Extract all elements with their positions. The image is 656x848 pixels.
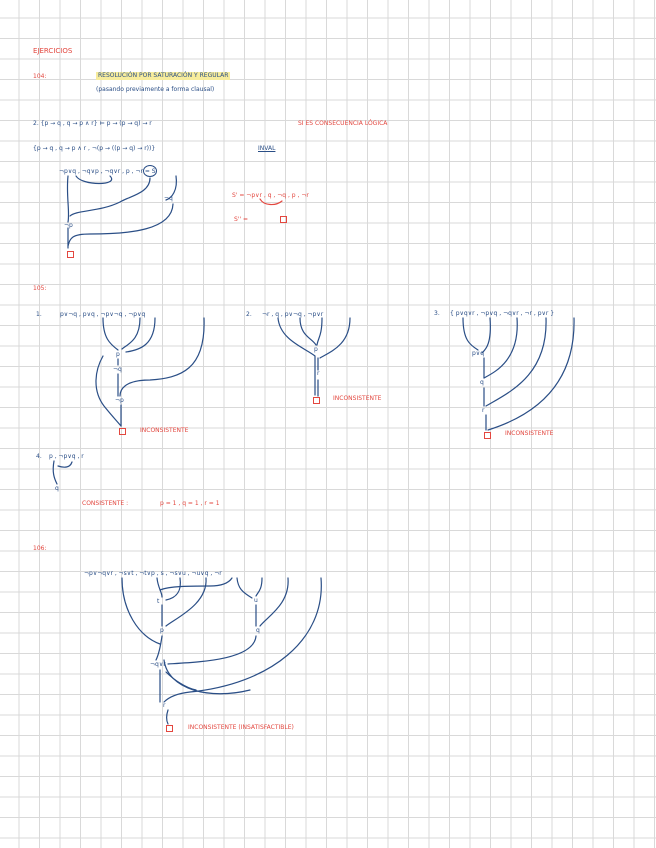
- tree-node: p: [314, 346, 318, 353]
- exercise-104-set: ¬p∨q , ¬q∨p , ¬q∨r , p , ¬r = S: [59, 168, 156, 175]
- resolvent-not-p: ¬p: [64, 222, 73, 229]
- exercise-104-s-prime: S' = ¬p∨r , q , ¬q , p , ¬r: [232, 192, 309, 199]
- exercise-105-2-clauses: ¬r , q , p∨¬q , ¬p∨r: [262, 311, 324, 318]
- tree-node: q: [55, 485, 59, 492]
- page-title: EJERCICIOS: [33, 47, 73, 55]
- tree-node: r: [163, 702, 166, 709]
- exercise-105-label: 105:: [33, 285, 47, 292]
- tree-node: p: [160, 627, 164, 634]
- exercise-106-clauses: ¬p∨¬q∨r , ¬s∨t , ¬t∨p , s , ¬s∨u , ¬u∨q , ¬r: [84, 570, 222, 577]
- exercise-104-s-double: S'' =: [234, 216, 249, 223]
- exercise-104-heading: RESOLUCIÓN POR SATURACIÓN Y REGULAR: [98, 72, 229, 79]
- exercise-105-4-assignment: p = 1 , q = 1 , r = 1: [160, 500, 220, 507]
- resolvent-not-q: ¬q: [164, 195, 173, 202]
- exercise-105-4-number: 4.: [36, 453, 42, 460]
- exercise-105-3-clauses: { p∨q∨r , ¬p∨q , ¬q∨r , ¬r , p∨r }: [450, 310, 555, 317]
- exercise-106-result: INCONSISTENTE (INSATISFACTIBLE): [188, 724, 294, 731]
- tree-node: u: [254, 597, 258, 604]
- tree-node: p∨q: [472, 350, 485, 357]
- exercise-105-4-clauses: p , ¬p∨q , r: [49, 453, 84, 460]
- exercise-104-label: 104:: [33, 73, 47, 80]
- tree-node: t: [157, 598, 160, 605]
- exercise-105-4-result: CONSISTENTE :: [82, 500, 129, 507]
- tree-node: q: [480, 379, 484, 386]
- exercise-104-clauses-label: INVAL: [258, 145, 276, 152]
- exercise-105-2-result: INCONSISTENTE: [333, 395, 382, 402]
- exercise-105-3-result: INCONSISTENTE: [505, 430, 554, 437]
- exercise-105-3-number: 3.: [434, 310, 440, 317]
- tree-node: ¬q: [113, 366, 122, 373]
- exercise-104-subheading: (pasando previamente a forma clausal): [96, 86, 215, 93]
- exercise-105-2-number: 2.: [246, 311, 252, 318]
- exercise-104-statement: 2. {p → q , q → p ∧ r} ⊨ p → (p → q) → r: [33, 120, 152, 127]
- exercise-106-label: 106:: [33, 545, 47, 552]
- tree-node: p: [116, 351, 120, 358]
- tree-node: r: [317, 370, 320, 377]
- exercise-104-clauses: {p → q , q → p ∧ r , ¬(p → ((p → q) → r))}: [33, 145, 156, 152]
- exercise-105-1-clauses: p∨¬q , p∨q , ¬p∨¬q , ¬p∨q: [60, 311, 146, 318]
- tree-node: q: [256, 627, 260, 634]
- exercise-104-verdict: SI ES CONSECUENCIA LÓGICA: [298, 120, 388, 127]
- tree-node: ¬p: [115, 397, 124, 404]
- exercise-105-1-result: INCONSISTENTE: [140, 427, 189, 434]
- exercise-105-1-number: 1.: [36, 311, 42, 318]
- tree-node: r: [482, 407, 485, 414]
- tree-node: ¬q∨r: [150, 661, 166, 668]
